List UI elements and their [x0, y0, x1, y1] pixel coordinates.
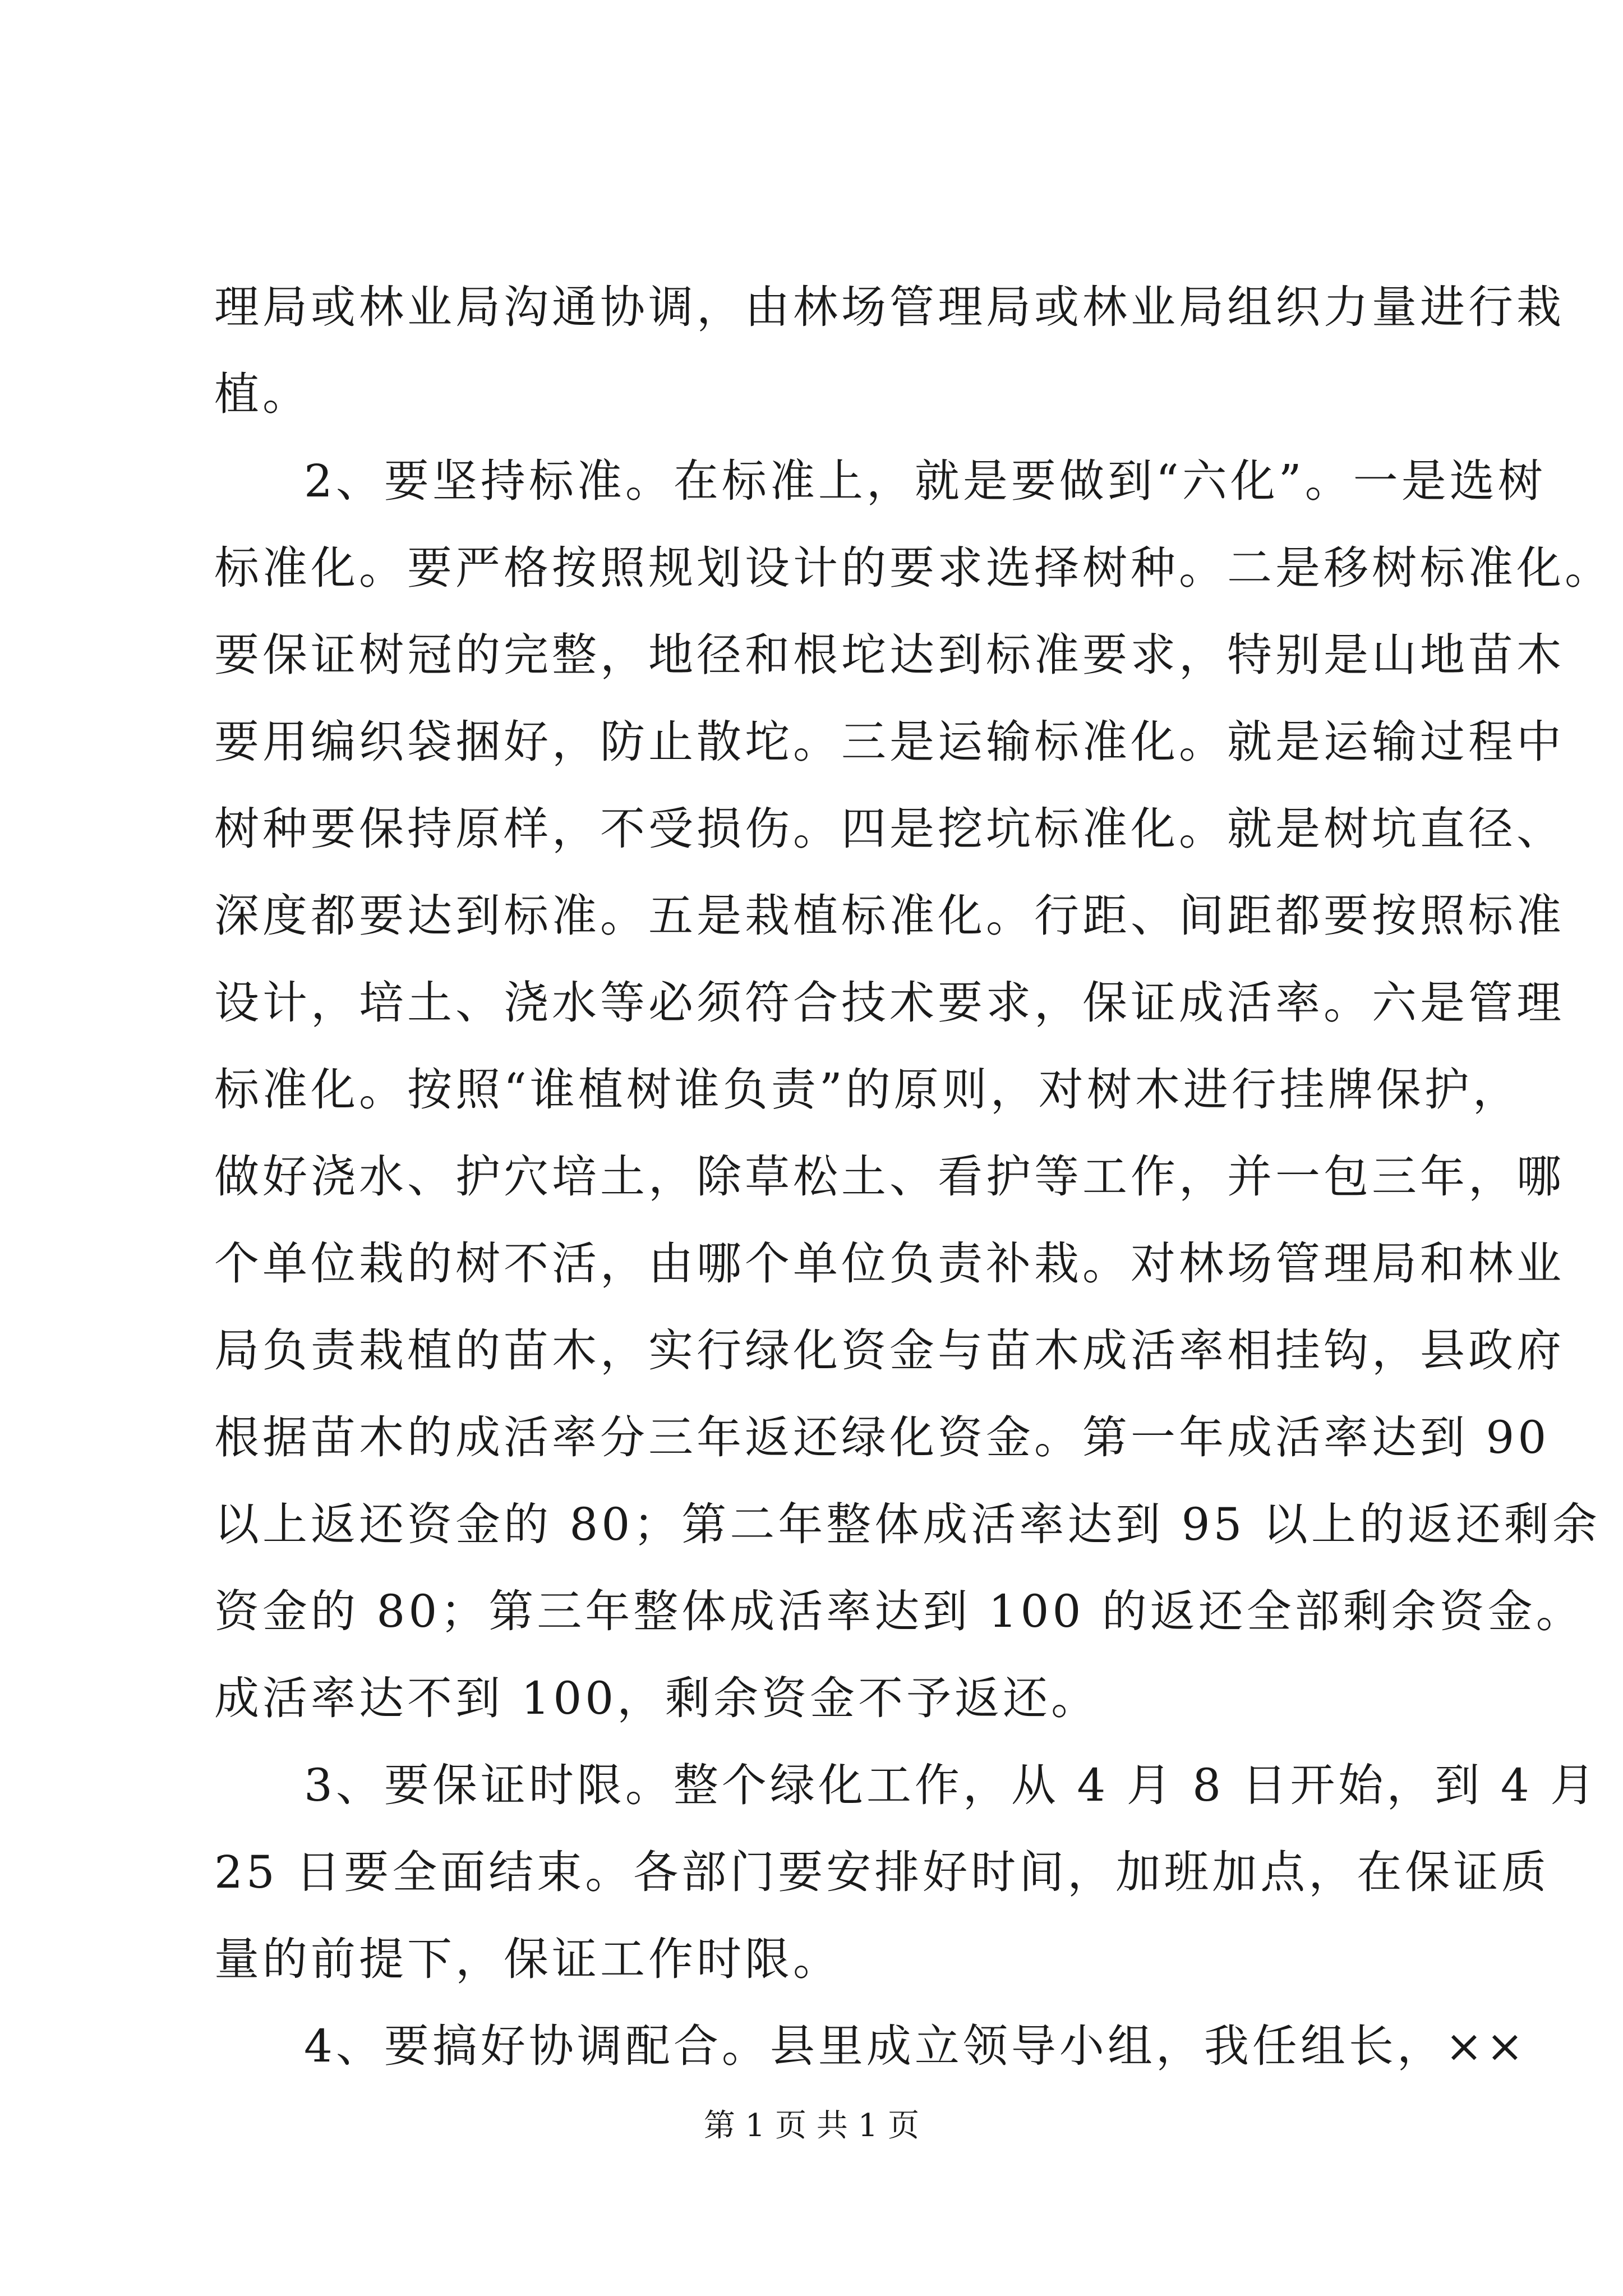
text-line: 25 日要全面结束。各部门要安排好时间，加班加点，在保证质 — [214, 1846, 1550, 1898]
text-line: 资金的 80；第三年整体成活率达到 100 的返还全部剩余资金。 — [214, 1585, 1584, 1637]
text-line: 根据苗木的成活率分三年返还绿化资金。第一年成活率达到 90 — [214, 1411, 1550, 1464]
text-line: 成活率达不到 100，剩余资金不予返还。 — [214, 1672, 1100, 1724]
document-body — [214, 264, 1613, 2090]
text-line: 设计，培土、浇水等必须符合技术要求，保证成活率。六是管理 — [214, 977, 1565, 1029]
text-line: 要用编织袋捆好，防止散坨。三是运输标准化。就是运输过程中 — [214, 716, 1565, 768]
text-line: 标准化。要严格按照规划设计的要求选择树种。二是移树标准化。 — [214, 542, 1613, 594]
text-line: 局负责栽植的苗木，实行绿化资金与苗木成活率相挂钩，县政府 — [214, 1324, 1565, 1377]
text-line: 量的前提下，保证工作时限。 — [214, 1933, 841, 1985]
text-line: 植。 — [214, 368, 311, 420]
text-line: 标准化。按照“谁植树谁负责”的原则，对树木进行挂牌保护， — [214, 1064, 1521, 1116]
text-line: 个单位栽的树不活，由哪个单位负责补栽。对林场管理局和林业 — [214, 1237, 1565, 1290]
paragraph-start-line: 4、要搞好协调配合。县里成立领导小组，我任组长，×× — [304, 2020, 1527, 2072]
paragraph-start-line: 3、要保证时限。整个绿化工作，从 4 月 8 日开始，到 4 月 — [304, 1759, 1599, 1811]
page-number-footer: 第 1 页 共 1 页 — [703, 2108, 920, 2144]
text-line: 理局或林业局沟通协调，由林场管理局或林业局组织力量进行栽 — [214, 281, 1565, 333]
text-line: 要保证树冠的完整，地径和根坨达到标准要求，特别是山地苗木 — [214, 629, 1565, 681]
text-line: 做好浇水、护穴培土，除草松土、看护等工作，并一包三年，哪 — [214, 1151, 1565, 1203]
text-line: 深度都要达到标准。五是栽植标准化。行距、间距都要按照标准 — [214, 890, 1565, 942]
text-line: 树种要保持原样，不受损伤。四是挖坑标准化。就是树坑直径、 — [214, 803, 1565, 855]
paragraph-start-line: 2、要坚持标准。在标准上，就是要做到“六化”。一是选树 — [304, 455, 1546, 507]
text-line: 以上返还资金的 80；第二年整体成活率达到 95 以上的返还剩余 — [214, 1498, 1601, 1550]
